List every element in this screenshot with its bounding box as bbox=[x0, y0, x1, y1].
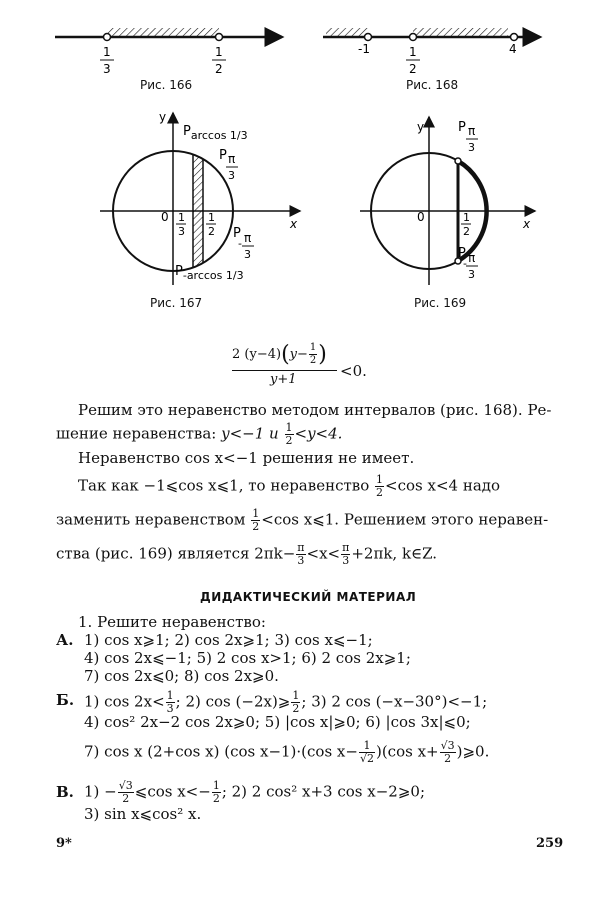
open-point bbox=[511, 34, 518, 41]
exercise-line: 4) cos 2x⩽−1; 5) 2 cos x>1; 6) 2 cos 2x⩾1; bbox=[84, 649, 411, 667]
page-number: 259 bbox=[536, 836, 564, 851]
axis-x-label: x bbox=[523, 217, 531, 231]
axis-x-label: x bbox=[290, 217, 298, 231]
svg-text:π: π bbox=[228, 152, 236, 166]
task-heading: 1. Решите неравенство: bbox=[78, 613, 266, 631]
caption-fig-169: Рис. 169 bbox=[414, 296, 467, 310]
svg-text:3: 3 bbox=[178, 225, 185, 238]
hatched-interval bbox=[107, 28, 219, 37]
tick-label-num: 1 bbox=[103, 45, 111, 59]
main-formula: 2 (y−4)(y− $\frac{1}{2}$ ) y+1 <0. bbox=[232, 342, 367, 387]
figure-169 bbox=[355, 105, 555, 290]
section-heading: ДИДАКТИЧЕСКИЙ МАТЕРИАЛ bbox=[200, 590, 417, 604]
tick-label-den: 2 bbox=[409, 62, 417, 76]
point-label: $P_{arccos 1/3}$ bbox=[183, 124, 248, 142]
open-point bbox=[410, 34, 417, 41]
svg-text:-: - bbox=[463, 257, 467, 270]
figure-167 bbox=[95, 105, 310, 290]
svg-text:-: - bbox=[238, 237, 242, 250]
tick-label-num: 1 bbox=[215, 45, 223, 59]
open-point bbox=[104, 34, 111, 41]
figure-166 bbox=[50, 20, 290, 110]
caption-fig-167: Рис. 167 bbox=[150, 296, 203, 310]
svg-text:3: 3 bbox=[468, 268, 475, 281]
hatched-interval bbox=[413, 28, 508, 37]
svg-text:2: 2 bbox=[208, 225, 215, 238]
text-line: шение неравенства: y<−1 и $\frac{1}{2}$ <y<4. bbox=[56, 421, 343, 447]
svg-text:3: 3 bbox=[468, 141, 475, 154]
exercise-line: 7) cos x (2+cos x) (cos x−1)·(cos x− $\frac{1}{√2}$ )(cos x+ $\frac{√3}{2}$ )⩾0. bbox=[84, 739, 490, 765]
exercise-line: 1) cos x⩾1; 2) cos 2x⩾1; 3) cos x⩽−1; bbox=[84, 631, 373, 649]
svg-text:1: 1 bbox=[208, 211, 215, 224]
svg-text:3: 3 bbox=[228, 169, 235, 182]
point-label: P bbox=[233, 226, 241, 241]
origin-label: 0 bbox=[417, 210, 425, 224]
exercise-line: 4) cos² 2x−2 cos 2x⩾0; 5) |cos x|⩾0; 6) |cos 3x|⩽0; bbox=[84, 713, 471, 731]
svg-text:2: 2 bbox=[463, 225, 470, 238]
hatched-interval bbox=[326, 28, 368, 37]
svg-text:π: π bbox=[468, 124, 476, 138]
footer-signature: 9* bbox=[56, 836, 72, 851]
text-line: Неравенство cos x<−1 решения не имеет. bbox=[78, 449, 415, 467]
tick-label-den: 2 bbox=[215, 62, 223, 76]
tick-label-num: 1 bbox=[409, 45, 417, 59]
exercise-line: 1) − $\frac{√3}{2}$ ⩽cos x<− $\frac{1}{2}$ ; 2) 2 cos² x+3 cos x−2⩾0; bbox=[84, 779, 425, 805]
svg-text:π: π bbox=[244, 231, 252, 245]
group-label-v: В. bbox=[56, 783, 74, 801]
tick-label: -1 bbox=[358, 42, 370, 56]
axis-y-label: y bbox=[417, 120, 425, 134]
exercise-line: 3) sin x⩽cos² x. bbox=[84, 805, 202, 823]
point-label: $P_{-arccos 1/3}$ bbox=[175, 264, 244, 282]
svg-text:3: 3 bbox=[244, 248, 251, 261]
open-point bbox=[365, 34, 372, 41]
exercise-line: 1) cos 2x< $\frac{1}{3}$ ; 2) cos (−2x)⩾ $\frac{1}{2}$ ; 3) 2 cos (−x−30°)<−1; bbox=[84, 689, 488, 715]
group-label-a: А. bbox=[56, 631, 74, 649]
text-line: Так как −1⩽cos x⩽1, то неравенство $\frac{1}{2}$ <cos x<4 надо bbox=[78, 473, 501, 499]
group-label-b: Б. bbox=[56, 691, 75, 709]
text-line: ства (рис. 169) является 2πk− $\frac{\pi}{3}$ <x< $\frac{\pi}{3}$ +2πk, k∈Z. bbox=[56, 541, 438, 567]
origin-label: 0 bbox=[161, 210, 169, 224]
open-point bbox=[216, 34, 223, 41]
text-line: Решим это неравенство методом интервалов (рис. 168). Ре- bbox=[78, 401, 552, 419]
point-label: P bbox=[458, 120, 466, 135]
point-label: P bbox=[458, 246, 466, 261]
text-line: заменить неравенством $\frac{1}{2}$ <cos x⩽1. Решением этого неравен- bbox=[56, 507, 549, 533]
caption-fig-166: Рис. 166 bbox=[140, 78, 193, 92]
closed-point bbox=[455, 158, 461, 164]
exercise-line: 7) cos 2x⩽0; 8) cos 2x⩾0. bbox=[84, 667, 279, 685]
tick-label: 4 bbox=[509, 42, 517, 56]
svg-text:π: π bbox=[468, 251, 476, 265]
point-label: P bbox=[219, 148, 227, 163]
tick-label-den: 3 bbox=[103, 62, 111, 76]
svg-text:1: 1 bbox=[463, 211, 470, 224]
svg-text:1: 1 bbox=[178, 211, 185, 224]
caption-fig-168: Рис. 168 bbox=[406, 78, 459, 92]
figure-168 bbox=[318, 20, 548, 110]
axis-y-label: y bbox=[159, 110, 167, 124]
